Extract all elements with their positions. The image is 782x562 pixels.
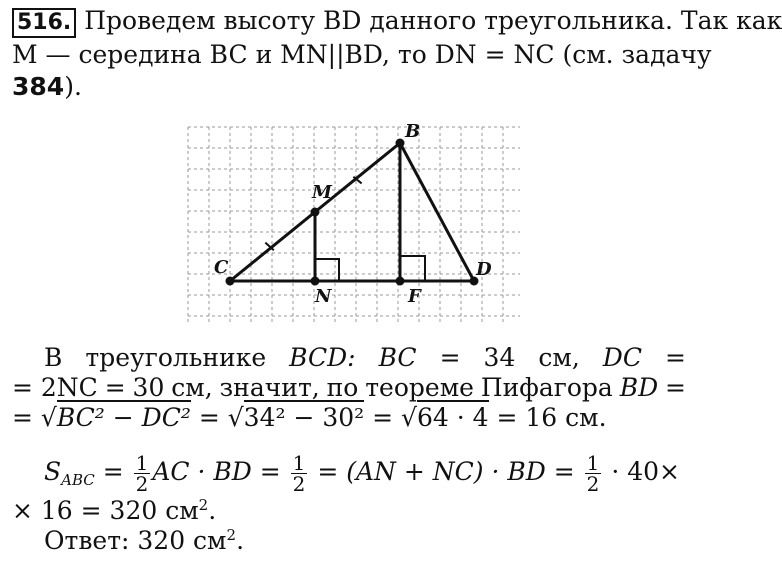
segment-bd <box>400 143 474 281</box>
frac-num: 1 <box>292 451 306 475</box>
area-term: = (AN + NC) · BD = <box>317 457 575 486</box>
sol-eq: = <box>372 403 394 432</box>
sqrt-radicand: 64 · 4 <box>417 400 489 432</box>
sol-word: по <box>326 373 359 402</box>
area-result: × 16 = 320 см <box>12 496 199 525</box>
sol-word: 30 <box>132 373 165 402</box>
sol-word: = 2NC <box>12 373 98 402</box>
answer-unit-sup: 2 <box>226 526 237 544</box>
point-f <box>396 277 405 286</box>
sol-word: 34 <box>483 343 516 372</box>
sol-word: BCD: <box>289 343 356 372</box>
figure-grid <box>188 127 520 322</box>
sol-eq: = <box>198 403 220 432</box>
sol-word: треугольнике <box>85 343 267 372</box>
figure-lines <box>230 143 474 281</box>
sol-word: см, <box>538 343 580 372</box>
label-f: F <box>408 286 421 307</box>
label-c: C <box>214 257 229 278</box>
sol-eq: = <box>12 403 33 432</box>
area-line-1 <box>44 453 686 494</box>
problem-text-1: Проведем высоту BD данного треугольника. Так как <box>84 6 782 35</box>
problem-ref-tail: ). <box>64 72 82 101</box>
fraction-half <box>585 453 602 494</box>
label-n: N <box>315 286 332 307</box>
frac-num: 1 <box>586 451 600 475</box>
sqrt-radicand: BC² − DC² <box>57 400 191 432</box>
area-subscript: ABC <box>61 471 95 489</box>
label-d: D <box>476 259 492 280</box>
sol-word: В <box>44 343 63 372</box>
sol-word: BC <box>378 343 417 372</box>
problem-text-2: M — середина BC и MN||BD, то DN = NC (см. задачу <box>12 40 712 69</box>
sol-word: DC <box>602 343 642 372</box>
sol-word: = <box>439 343 461 372</box>
area-line-2 <box>12 496 686 526</box>
sol-word: Пифагора <box>480 373 613 402</box>
solution-line-3 <box>12 403 686 433</box>
label-m: M <box>312 182 332 203</box>
right-angle-f <box>400 256 425 281</box>
sol-word: = <box>104 373 126 402</box>
area-term: AC · BD = <box>152 457 281 486</box>
fraction-half <box>134 453 151 494</box>
label-b: B <box>405 121 421 142</box>
point-m <box>311 208 320 217</box>
answer-line <box>44 526 686 556</box>
answer-text: Ответ: 320 см <box>44 526 227 555</box>
area-term: · 40× <box>611 457 680 486</box>
frac-den: 2 <box>292 472 306 496</box>
point-b <box>396 139 405 148</box>
problem-number: 516. <box>12 8 76 38</box>
sol-word: = <box>665 343 686 372</box>
frac-num: 1 <box>135 451 149 475</box>
frac-den: 2 <box>586 472 600 496</box>
point-n <box>311 277 320 286</box>
fraction-half <box>291 453 308 494</box>
area-symbol: S <box>44 457 62 486</box>
problem-ref: 384 <box>12 72 65 101</box>
sol-word: = <box>665 373 686 402</box>
frac-den: 2 <box>135 472 149 496</box>
sqrt-2: √34² − 30² <box>228 403 364 433</box>
sqrt-1: √BC² − DC² <box>41 403 191 433</box>
sol-word: BD <box>619 373 659 402</box>
sol-word: значит, <box>219 373 320 402</box>
sol-word: теореме <box>365 373 474 402</box>
solution-line-2 <box>12 373 686 403</box>
sol-eq: = <box>102 457 124 486</box>
area-unit-sup: 2 <box>198 496 209 514</box>
answer-end: . <box>236 526 245 555</box>
figure-points <box>226 139 479 286</box>
sol-result: = 16 см. <box>496 403 607 432</box>
solution-line-1 <box>44 343 686 373</box>
sqrt-radicand: 34² − 30² <box>244 400 365 432</box>
area-end: . <box>208 496 217 525</box>
sol-word: см, <box>171 373 213 402</box>
sqrt-3: √64 · 4 <box>401 403 489 433</box>
